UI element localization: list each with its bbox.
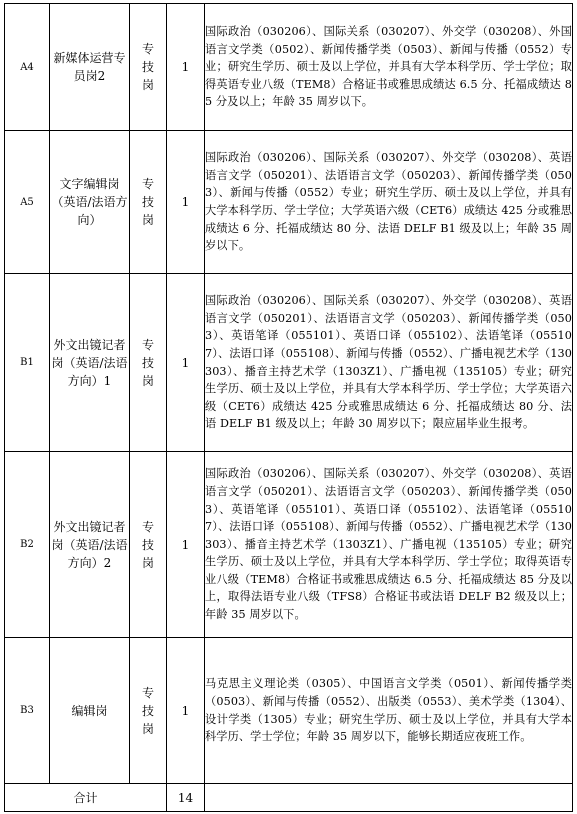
position-nature [130,131,167,274]
position-nature-text: 专技岗 [141,337,154,388]
positions-table [4,3,573,812]
table-row [5,4,573,131]
total-empty-cell [205,784,573,812]
position-name: 编辑岗 [50,638,130,784]
requirements: 马克思主义理论类（0305）、中国语言文学类（0501）、新闻传播学类（0503）、新闻与传播（0552）、出版类（0553）、美术学类（1304）、设计学类（1305）专业；研究生学历、硕士及以上学位，并具有大学本科学历、学士学位；年龄 35 周岁以下，能够长期适应夜班工作。 [205,638,573,784]
position-name: 新媒体运营专员岗2 [50,4,130,131]
requirements: 国际政治（030206）、国际关系（030207）、外交学（030208）、英语语言文学（050201）、法语语言文学（050203）、新闻传播学类（0503）、英语笔译（055101）、英语口译（055102）、法语笔译（055107）、法语口译（055108）、新闻与传播（0552）、广播电视艺术学（130303）、播音主持艺术学（1303Z1）、广播电视（135105）专业；研究生学历、硕士及以上学位，并具有大学本科学历、学士学位；取得英语专业八级（TEM8）合格证书或雅思成绩达 6.5 分、托福成绩达 85 分及以上，取得法语专业八级（TFS8）合格证书或法语 DELF B2 级及以上；年龄 35 周岁以下。 [205,452,573,638]
table-row [5,274,573,452]
requirements: 国际政治（030206）、国际关系（030207）、外交学（030208）、英语语言文学（050201）、法语语言文学（050203）、新闻传播学类（0503）、英语笔译（055101）、英语口译（055102）、法语笔译（055107）、法语口译（055108）、新闻与传播（0552）、广播电视艺术学（130303）、播音主持艺术学（1303Z1）、广播电视（135105）专业；研究生学历、硕士及以上学位，并具有大学本科学历、学士学位；大学英语六级（CET6）成绩达 425 分或雅思成绩达 6 分、托福成绩达 80 分、法语 DELF B1 级及以上；年龄 30 周岁以下；限应届毕业生报考。 [205,274,573,452]
position-nature-text: 专技岗 [141,519,154,570]
position-nature [130,452,167,638]
table-row [5,452,573,638]
requirements: 国际政治（030206）、国际关系（030207）、外交学（030208）、英语语言文学（050201）、法语语言文学（050203）、新闻传播学类（0503）、新闻与传播（0552）专业；研究生学历、硕士及以上学位，并具有大学本科学历、学士学位；大学英语六级（CET6）成绩达 425 分或雅思成绩达 6 分、托福成绩达 80 分、法语 DELF B1 级及以上；年龄 35 周岁以下。 [205,131,573,274]
position-code: A4 [5,4,50,131]
total-label: 合计 [5,784,167,812]
position-name: 外文出镜记者岗（英语/法语方向）1 [50,274,130,452]
hire-count: 1 [167,638,205,784]
hire-count: 1 [167,452,205,638]
position-nature [130,274,167,452]
table-row [5,131,573,274]
position-code: B2 [5,452,50,638]
table-row [5,638,573,784]
requirements: 国际政治（030206）、国际关系（030207）、外交学（030208）、外国语言文学类（0502）、新闻传播学类（0503）、新闻与传播（0552）专业；研究生学历、硕士及以上学位，并具有大学本科学历、学士学位；取得英语专业八级（TEM8）合格证书或雅思成绩达 6.5 分、托福成绩达 85 分及以上；年龄 35 周岁以下。 [205,4,573,131]
hire-count: 1 [167,131,205,274]
position-name: 文字编辑岗（英语/法语方向） [50,131,130,274]
position-code: B3 [5,638,50,784]
position-code: B1 [5,274,50,452]
hire-count: 1 [167,274,205,452]
position-name: 外文出镜记者岗（英语/法语方向）2 [50,452,130,638]
position-nature-text: 专技岗 [141,42,154,92]
position-nature-text: 专技岗 [141,177,154,227]
hire-count: 1 [167,4,205,131]
position-nature [130,4,167,131]
position-code: A5 [5,131,50,274]
total-row [5,784,573,812]
total-value: 14 [167,784,205,812]
position-nature-text: 专技岗 [141,685,154,736]
position-nature [130,638,167,784]
